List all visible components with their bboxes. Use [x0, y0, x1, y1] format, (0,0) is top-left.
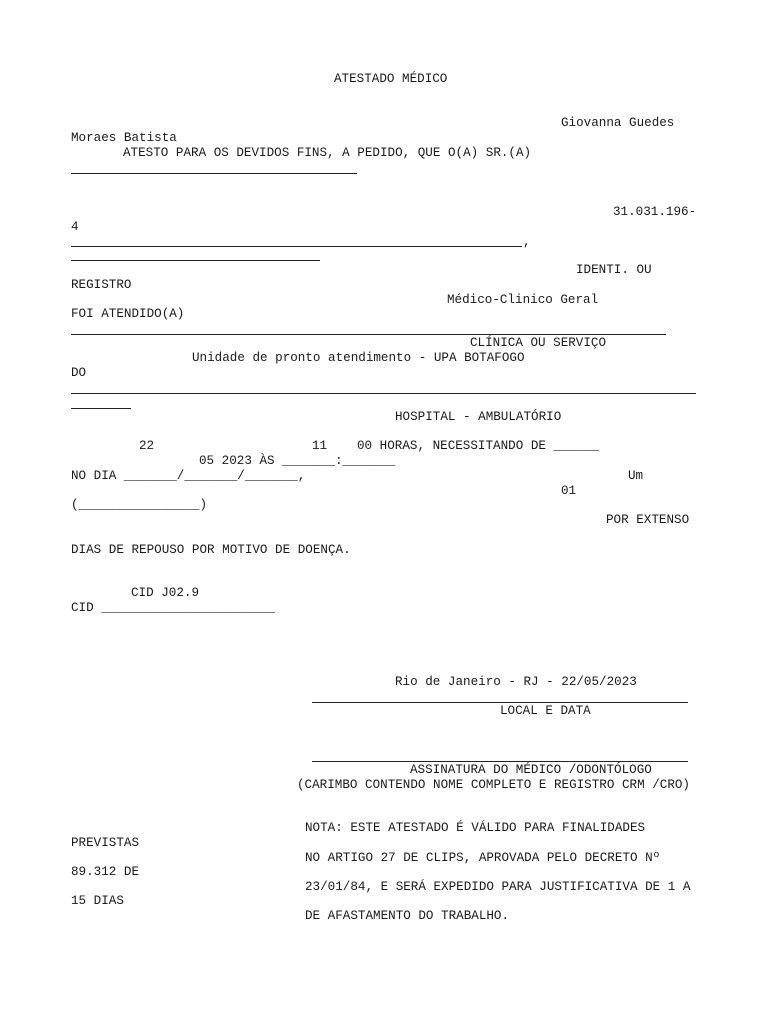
atesto-text: ATESTO PARA OS DEVIDOS FINS, A PEDIDO, QUE O(A) SR.(A) — [123, 146, 532, 160]
identity-comma: , — [523, 235, 531, 249]
signature-line — [312, 761, 688, 762]
identity-line — [71, 246, 522, 247]
hospital-label: HOSPITAL - AMBULATÓRIO — [395, 410, 562, 424]
service-line — [71, 334, 666, 335]
note-left-3: 15 DIAS — [71, 894, 124, 908]
patient-name-part1: Giovanna Guedes — [561, 116, 675, 130]
attendance-day: 22 — [139, 439, 155, 453]
note-line-2: NO ARTIGO 27 DE CLIPS, APROVADA PELO DECRETO Nº — [305, 851, 661, 865]
patient-name-part2: Moraes Batista — [71, 131, 177, 145]
note-line-1: NOTA: ESTE ATESTADO É VÁLIDO PARA FINALIDADES — [305, 821, 646, 835]
identity-label-line1: IDENTI. OU — [576, 263, 652, 277]
attended-label: FOI ATENDIDO(A) — [71, 307, 185, 321]
unit-name: Unidade de pronto atendimento - UPA BOTAFOGO — [192, 351, 525, 365]
no-dia-line: NO DIA _______/_______/_______, — [71, 469, 306, 483]
extenso-label: POR EXTENSO — [606, 513, 690, 527]
specialty: Médico-Clinico Geral — [447, 293, 599, 307]
place-date-value: Rio de Janeiro - RJ - 22/05/2023 — [395, 675, 637, 689]
attendance-minutes-text: 00 HORAS, NECESSITANDO DE ______ — [357, 439, 599, 453]
place-date-label: LOCAL E DATA — [500, 704, 591, 718]
rest-text: DIAS DE REPOUSO POR MOTIVO DE DOENÇA. — [71, 543, 351, 557]
signature-label: ASSINATURA DO MÉDICO /ODONTÓLOGO — [410, 763, 652, 777]
identity-number-part2: 4 — [71, 220, 79, 234]
stamp-note: (CARIMBO CONTENDO NOME COMPLETO E REGISTRO CRM /CRO) — [297, 778, 690, 792]
patient-name-line — [71, 173, 357, 174]
note-line-3: 23/01/84, E SERÁ EXPEDIDO PARA JUSTIFICATIVA DE 1 A — [305, 880, 691, 894]
identity-number-part1: 31.031.196- — [613, 205, 697, 219]
document-title: ATESTADO MÉDICO — [334, 72, 448, 86]
clinic-label: CLÍNICA OU SERVIÇO — [470, 336, 607, 350]
do-label: DO — [71, 366, 87, 380]
days-text: Um — [628, 469, 644, 483]
identity-label-line2: REGISTRO — [71, 278, 132, 292]
attendance-month-year: 05 2023 ÀS _______:_______ — [199, 454, 396, 468]
note-left-1: PREVISTAS — [71, 836, 140, 850]
place-date-line — [312, 702, 688, 703]
days-number: 01 — [561, 484, 577, 498]
days-parentheses: (________________) — [71, 498, 208, 512]
note-line-4: DE AFASTAMENTO DO TRABALHO. — [305, 909, 510, 923]
attendance-hour: 11 — [312, 439, 328, 453]
cid-label: CID _______________________ — [71, 601, 276, 615]
identity-line-2 — [71, 260, 320, 261]
unit-line-2 — [71, 408, 131, 409]
cid-code: CID J02.9 — [131, 586, 200, 600]
unit-line — [71, 393, 696, 394]
note-left-2: 89.312 DE — [71, 865, 140, 879]
